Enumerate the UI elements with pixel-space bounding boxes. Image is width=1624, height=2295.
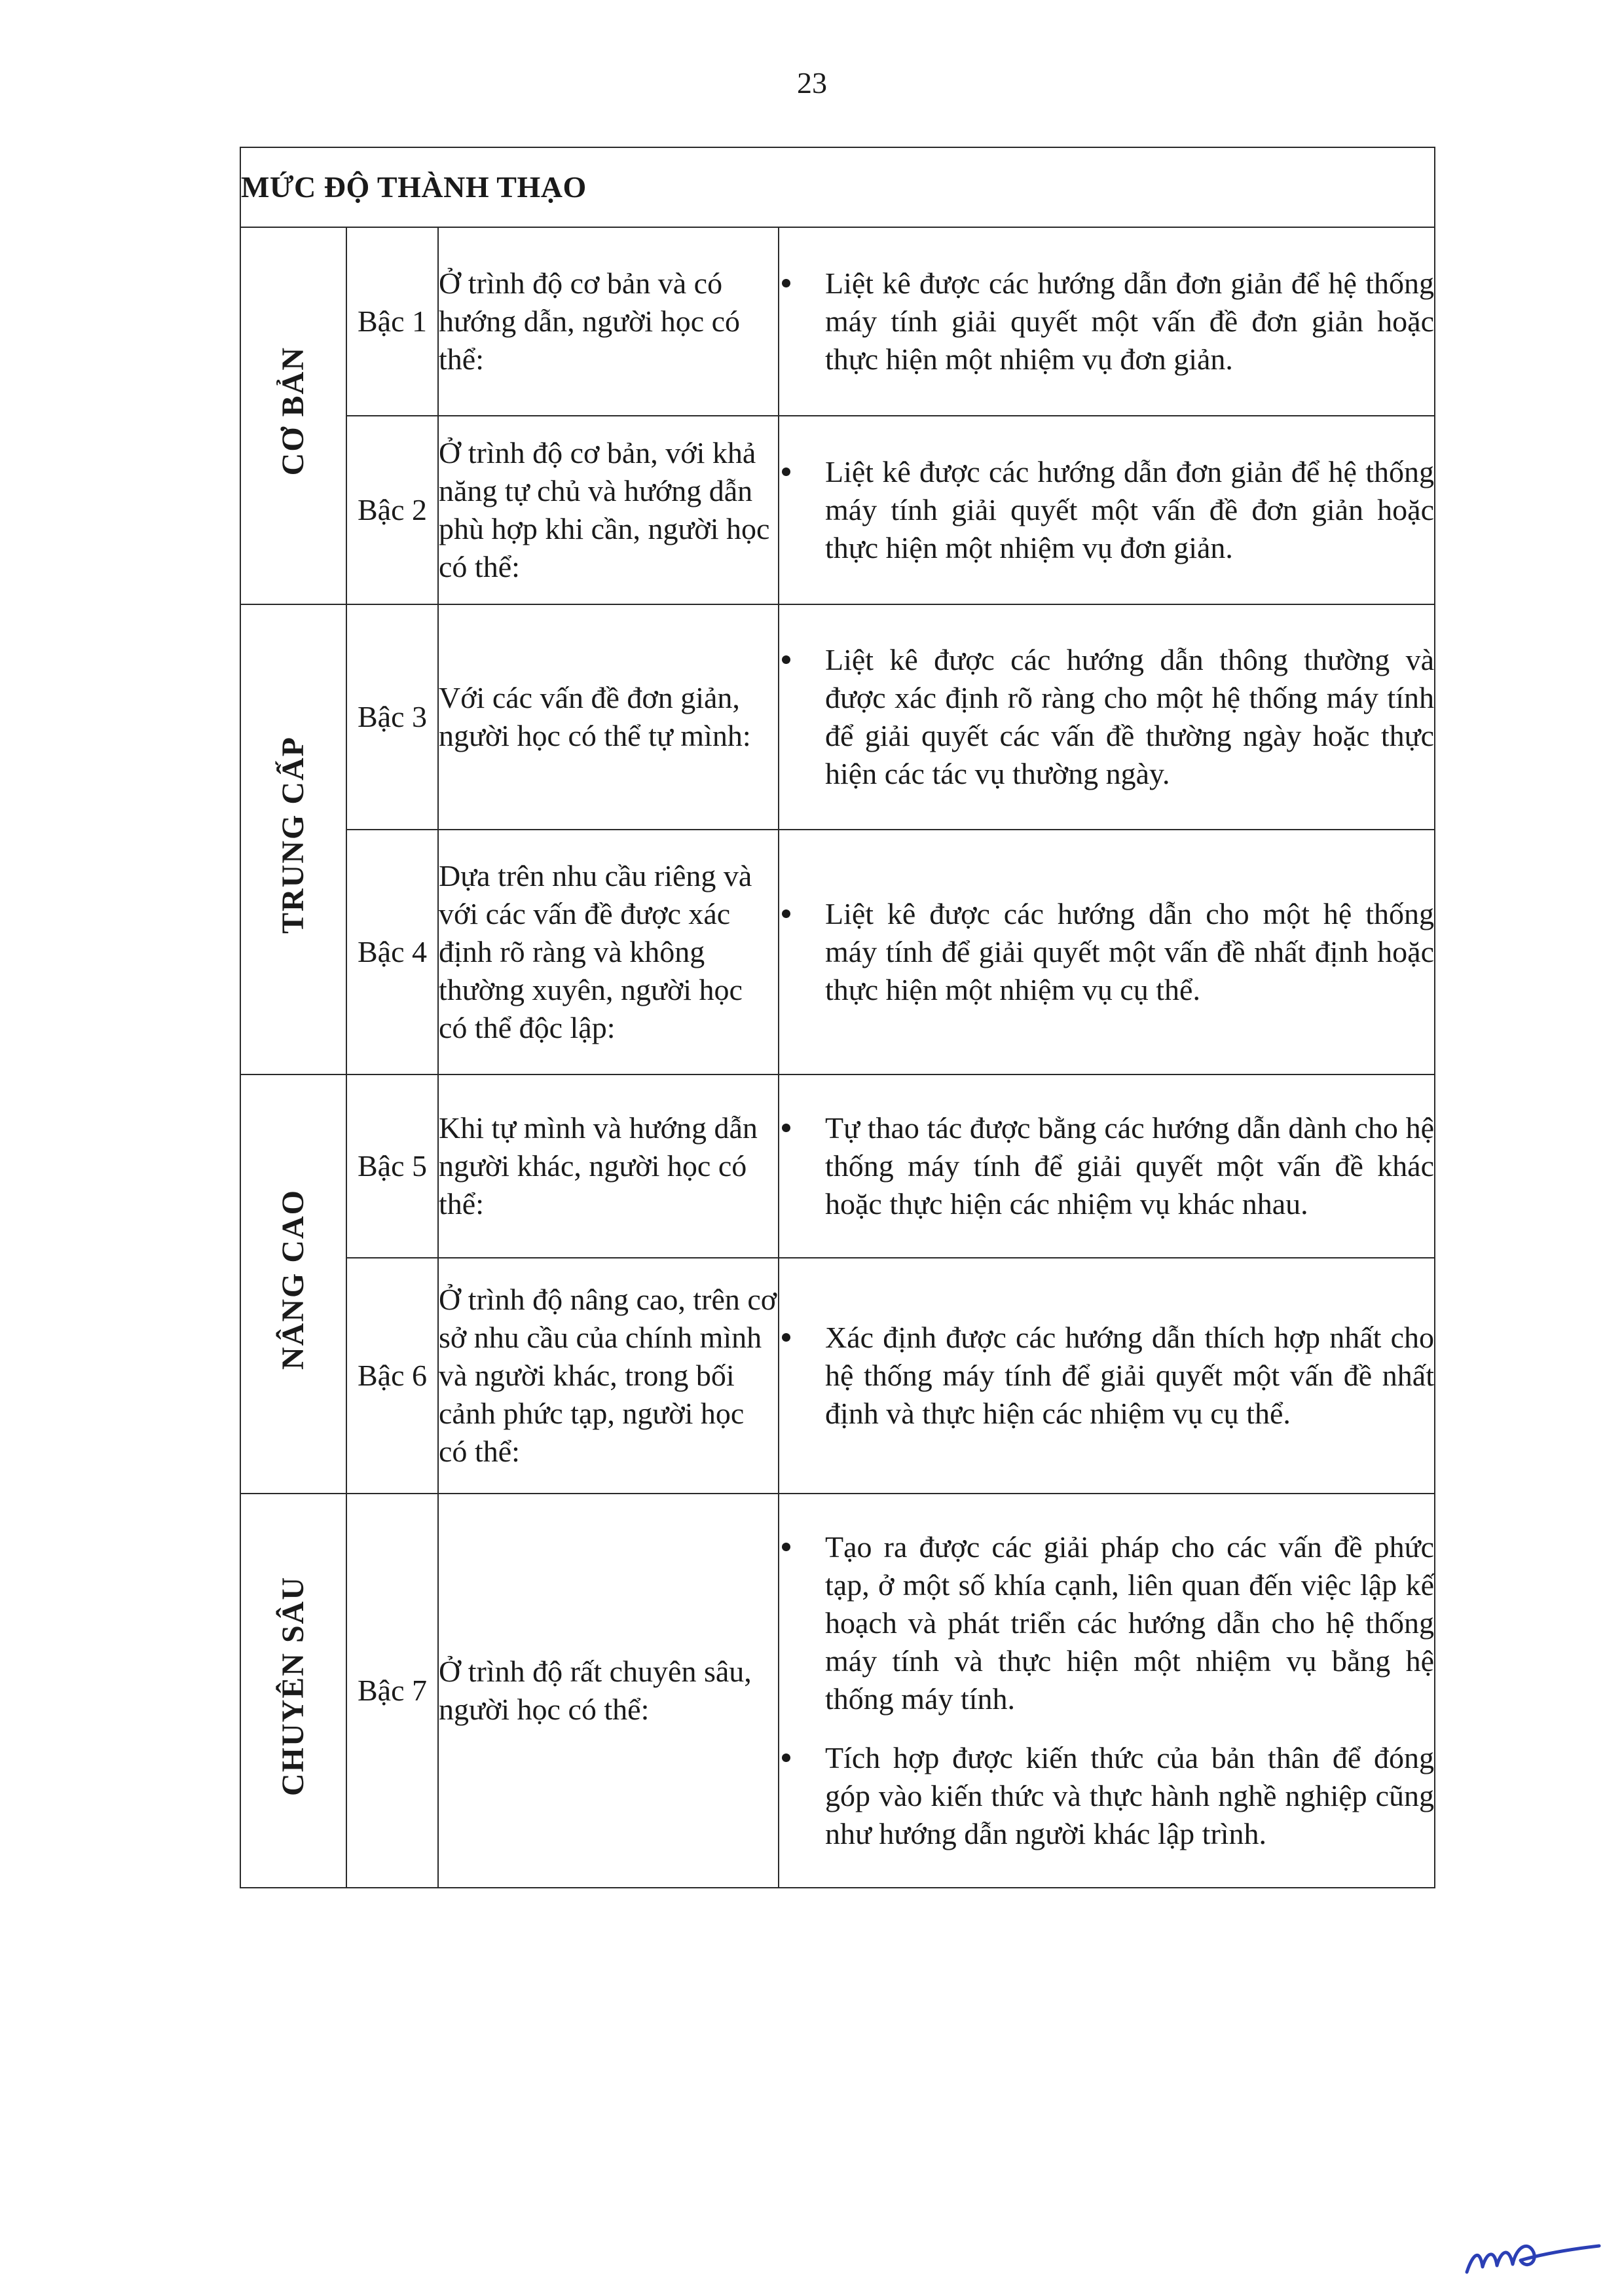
group-label: CƠ BẢN bbox=[276, 346, 310, 476]
description-item: Liệt kê được các hướng dẫn đơn giản để hệ thống máy tính giải quyết một vấn đề đơn giản hoặc thực hiện một nhiệm vụ đơn giản. bbox=[825, 265, 1434, 378]
description-cell bbox=[779, 416, 1435, 604]
description-cell bbox=[779, 1258, 1435, 1494]
group-label: NÂNG CAO bbox=[276, 1189, 310, 1370]
level-label: Bậc 5 bbox=[346, 1074, 438, 1258]
level-label: Bậc 1 bbox=[346, 227, 438, 416]
description-item: Liệt kê được các hướng dẫn cho một hệ thống máy tính để giải quyết một vấn đề nhất định hoặc thực hiện một nhiệm vụ cụ thể. bbox=[825, 895, 1434, 1009]
condition-text: Ở trình độ cơ bản, với khả năng tự chủ và hướng dẫn phù hợp khi cần, người học có thể: bbox=[438, 416, 779, 604]
description-item: Liệt kê được các hướng dẫn thông thường và được xác định rõ ràng cho một hệ thống máy tính để giải quyết các vấn đề thường ngày hoặc thực hiện các tác vụ thường ngày. bbox=[825, 641, 1434, 793]
table-row bbox=[240, 830, 1435, 1074]
level-label: Bậc 7 bbox=[346, 1494, 438, 1888]
level-label: Bậc 6 bbox=[346, 1258, 438, 1494]
group-cell-co-ban bbox=[240, 227, 346, 604]
condition-text: Ở trình độ rất chuyên sâu, người học có thể: bbox=[438, 1494, 779, 1888]
condition-text: Dựa trên nhu cầu riêng và với các vấn đề được xác định rõ ràng và không thường xuyên, người học có thể độc lập: bbox=[438, 830, 779, 1074]
description-cell bbox=[779, 604, 1435, 830]
page-number: 23 bbox=[797, 66, 827, 100]
table-title-row bbox=[240, 147, 1435, 227]
table-row bbox=[240, 416, 1435, 604]
description-item: Tạo ra được các giải pháp cho các vấn đề phức tạp, ở một số khía cạnh, liên quan đến việc lập kế hoạch và phát triển các hướng dẫn cho hệ thống máy tính và thực hiện một nhiệm vụ bằng hệ thống máy tính. bbox=[825, 1528, 1434, 1718]
table-row bbox=[240, 227, 1435, 416]
description-item: Tự thao tác được bằng các hướng dẫn dành cho hệ thống máy tính để giải quyết một vấn đề khác hoặc thực hiện các nhiệm vụ khác nhau. bbox=[825, 1109, 1434, 1223]
condition-text: Ở trình độ nâng cao, trên cơ sở nhu cầu của chính mình và người khác, trong bối cảnh phức tạp, người học có thể: bbox=[438, 1258, 779, 1494]
group-label: TRUNG CẤP bbox=[276, 736, 310, 934]
description-cell bbox=[779, 830, 1435, 1074]
description-cell bbox=[779, 1074, 1435, 1258]
level-label: Bậc 3 bbox=[346, 604, 438, 830]
group-cell-trung-cap bbox=[240, 604, 346, 1074]
group-label: CHUYÊN SÂU bbox=[276, 1575, 310, 1797]
proficiency-table bbox=[240, 147, 1435, 1888]
description-item: Liệt kê được các hướng dẫn đơn giản để hệ thống máy tính giải quyết một vấn đề đơn giản hoặc thực hiện một nhiệm vụ đơn giản. bbox=[825, 453, 1434, 567]
description-item: Xác định được các hướng dẫn thích hợp nhất cho hệ thống máy tính để giải quyết một vấn đề nhất định và thực hiện các nhiệm vụ cụ thể. bbox=[825, 1319, 1434, 1433]
signature-mark bbox=[1460, 2226, 1604, 2285]
description-item: Tích hợp được kiến thức của bản thân để đóng góp vào kiến thức và thực hành nghề nghiệp cũng như hướng dẫn người khác lập trình. bbox=[825, 1739, 1434, 1853]
condition-text: Ở trình độ cơ bản và có hướng dẫn, người học có thể: bbox=[438, 227, 779, 416]
table-row bbox=[240, 1074, 1435, 1258]
group-cell-nang-cao bbox=[240, 1074, 346, 1494]
level-label: Bậc 2 bbox=[346, 416, 438, 604]
table-row bbox=[240, 604, 1435, 830]
table-row bbox=[240, 1258, 1435, 1494]
table-title: MỨC ĐỘ THÀNH THẠO bbox=[240, 147, 1435, 227]
table-row bbox=[240, 1494, 1435, 1888]
description-cell bbox=[779, 1494, 1435, 1888]
condition-text: Khi tự mình và hướng dẫn người khác, người học có thể: bbox=[438, 1074, 779, 1258]
description-cell bbox=[779, 227, 1435, 416]
group-cell-chuyen-sau bbox=[240, 1494, 346, 1888]
level-label: Bậc 4 bbox=[346, 830, 438, 1074]
condition-text: Với các vấn đề đơn giản, người học có thể tự mình: bbox=[438, 604, 779, 830]
